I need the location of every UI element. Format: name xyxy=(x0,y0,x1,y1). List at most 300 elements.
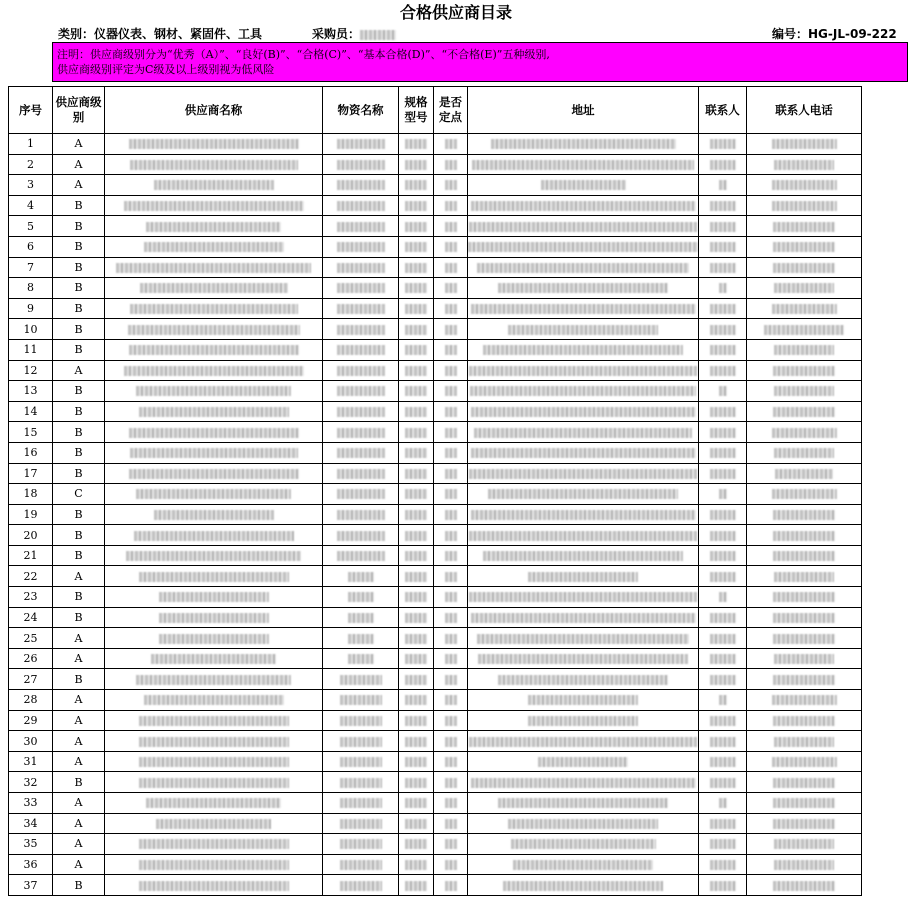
redacted-text xyxy=(445,366,457,376)
address-cell xyxy=(468,195,699,216)
redacted-text xyxy=(445,263,457,273)
redacted-text xyxy=(337,345,385,355)
redacted-text xyxy=(405,201,427,211)
redacted-text xyxy=(146,222,281,232)
redacted-text xyxy=(405,881,427,891)
phone-cell xyxy=(747,834,862,855)
row-number: 1 xyxy=(9,134,53,155)
supplier-grade: B xyxy=(53,875,105,896)
redacted-text xyxy=(513,860,653,870)
material-name-cell xyxy=(323,175,399,196)
redacted-text xyxy=(710,469,736,479)
supplier-grade: B xyxy=(53,319,105,340)
designated-cell xyxy=(434,236,468,257)
spec-cell xyxy=(399,381,434,402)
contact-cell xyxy=(699,195,747,216)
address-cell xyxy=(468,793,699,814)
row-number: 27 xyxy=(9,669,53,690)
supplier-grade: A xyxy=(53,813,105,834)
redacted-text xyxy=(773,716,835,726)
redacted-text xyxy=(488,489,678,499)
row-number: 6 xyxy=(9,236,53,257)
supplier-name-cell xyxy=(105,216,323,237)
phone-cell xyxy=(747,813,862,834)
redacted-text xyxy=(405,283,427,293)
spec-cell xyxy=(399,875,434,896)
redacted-text xyxy=(472,160,694,170)
redacted-text xyxy=(775,469,833,479)
contact-cell xyxy=(699,875,747,896)
redacted-text xyxy=(340,839,382,849)
phone-cell xyxy=(747,360,862,381)
supplier-grade: B xyxy=(53,339,105,360)
row-number: 3 xyxy=(9,175,53,196)
contact-cell xyxy=(699,360,747,381)
spec-cell xyxy=(399,731,434,752)
address-cell xyxy=(468,360,699,381)
designated-cell xyxy=(434,648,468,669)
redacted-text xyxy=(710,160,736,170)
redacted-text xyxy=(405,778,427,788)
supplier-grade: B xyxy=(53,669,105,690)
redacted-text xyxy=(337,551,385,561)
contact-cell xyxy=(699,319,747,340)
redacted-text xyxy=(710,737,736,747)
redacted-text xyxy=(405,737,427,747)
contact-cell xyxy=(699,484,747,505)
redacted-text xyxy=(503,881,663,891)
redacted-text xyxy=(445,407,457,417)
redacted-text xyxy=(445,448,457,458)
supplier-grade: A xyxy=(53,566,105,587)
material-name-cell xyxy=(323,731,399,752)
supplier-grade: C xyxy=(53,484,105,505)
redacted-text xyxy=(445,592,457,602)
contact-cell xyxy=(699,339,747,360)
redacted-text xyxy=(144,695,284,705)
row-number: 37 xyxy=(9,875,53,896)
redacted-text xyxy=(774,448,834,458)
redacted-text xyxy=(405,448,427,458)
supplier-name-cell xyxy=(105,628,323,649)
spec-cell xyxy=(399,236,434,257)
phone-cell xyxy=(747,607,862,628)
redacted-text xyxy=(710,613,736,623)
redacted-text xyxy=(773,407,835,417)
table-row xyxy=(9,607,862,628)
table-row xyxy=(9,504,862,525)
redacted-text xyxy=(405,572,427,582)
address-cell xyxy=(468,690,699,711)
redacted-text xyxy=(337,222,385,232)
redacted-text xyxy=(445,304,457,314)
designated-cell xyxy=(434,401,468,422)
address-cell xyxy=(468,484,699,505)
designated-cell xyxy=(434,751,468,772)
spec-cell xyxy=(399,628,434,649)
supplier-grade: B xyxy=(53,545,105,566)
redacted-text xyxy=(710,860,736,870)
phone-cell xyxy=(747,504,862,525)
redacted-text xyxy=(405,263,427,273)
material-name-cell xyxy=(323,504,399,525)
redacted-text xyxy=(471,304,696,314)
supplier-name-cell xyxy=(105,751,323,772)
contact-cell xyxy=(699,628,747,649)
contact-cell xyxy=(699,257,747,278)
table-row xyxy=(9,298,862,319)
redacted-text xyxy=(710,881,736,891)
material-name-cell xyxy=(323,195,399,216)
redacted-text xyxy=(719,592,727,602)
redacted-text xyxy=(710,428,736,438)
address-cell xyxy=(468,463,699,484)
row-number: 15 xyxy=(9,422,53,443)
supplier-grade: A xyxy=(53,154,105,175)
spec-cell xyxy=(399,442,434,463)
redacted-text xyxy=(128,325,300,335)
redacted-text xyxy=(445,757,457,767)
supplier-name-cell xyxy=(105,175,323,196)
redacted-text xyxy=(710,634,736,644)
redacted-text xyxy=(483,551,683,561)
table-row xyxy=(9,175,862,196)
spec-cell xyxy=(399,175,434,196)
redacted-text xyxy=(139,860,289,870)
contact-cell xyxy=(699,648,747,669)
spec-cell xyxy=(399,463,434,484)
table-row xyxy=(9,463,862,484)
redacted-text xyxy=(129,345,299,355)
redacted-text xyxy=(445,737,457,747)
redacted-text xyxy=(405,510,427,520)
redacted-text xyxy=(445,551,457,561)
table-row xyxy=(9,669,862,690)
redacted-text xyxy=(445,531,457,541)
redacted-text xyxy=(710,448,736,458)
redacted-text xyxy=(139,881,289,891)
address-cell xyxy=(468,710,699,731)
supplier-grade: B xyxy=(53,607,105,628)
supplier-grade: B xyxy=(53,216,105,237)
redacted-text xyxy=(445,695,457,705)
redacted-text xyxy=(348,634,374,644)
table-row xyxy=(9,854,862,875)
supplier-grade: B xyxy=(53,236,105,257)
table-row xyxy=(9,772,862,793)
redacted-text xyxy=(405,839,427,849)
redacted-text xyxy=(348,654,374,664)
material-name-cell xyxy=(323,298,399,319)
supplier-name-cell xyxy=(105,278,323,299)
row-number: 19 xyxy=(9,504,53,525)
redacted-text xyxy=(773,531,835,541)
supplier-name-cell xyxy=(105,463,323,484)
supplier-name-cell xyxy=(105,690,323,711)
address-cell xyxy=(468,751,699,772)
redacted-text xyxy=(469,737,697,747)
redacted-text xyxy=(445,139,457,149)
contact-cell xyxy=(699,834,747,855)
address-cell xyxy=(468,257,699,278)
table-row xyxy=(9,319,862,340)
designated-cell xyxy=(434,710,468,731)
material-name-cell xyxy=(323,525,399,546)
spec-cell xyxy=(399,319,434,340)
redacted-text xyxy=(340,695,382,705)
table-row xyxy=(9,731,862,752)
redacted-text xyxy=(471,613,696,623)
phone-cell xyxy=(747,731,862,752)
row-number: 25 xyxy=(9,628,53,649)
supplier-name-cell xyxy=(105,710,323,731)
phone-cell xyxy=(747,134,862,155)
redacted-text xyxy=(773,222,835,232)
supplier-name-cell xyxy=(105,648,323,669)
redacted-text xyxy=(710,757,736,767)
table-row xyxy=(9,566,862,587)
designated-cell xyxy=(434,381,468,402)
redacted-text xyxy=(340,737,382,747)
redacted-text xyxy=(710,572,736,582)
phone-cell xyxy=(747,854,862,875)
redacted-text xyxy=(445,510,457,520)
address-cell xyxy=(468,298,699,319)
spec-cell xyxy=(399,504,434,525)
spec-cell xyxy=(399,195,434,216)
designated-cell xyxy=(434,360,468,381)
phone-cell xyxy=(747,422,862,443)
redacted-text xyxy=(139,757,289,767)
supplier-name-cell xyxy=(105,442,323,463)
redacted-text xyxy=(129,139,299,149)
spec-cell xyxy=(399,854,434,875)
redacted-text xyxy=(405,757,427,767)
designated-cell xyxy=(434,298,468,319)
spec-cell xyxy=(399,525,434,546)
redacted-buyer-name xyxy=(360,30,396,40)
row-number: 13 xyxy=(9,381,53,402)
address-cell xyxy=(468,731,699,752)
redacted-text xyxy=(710,304,736,314)
redacted-text xyxy=(469,366,697,376)
phone-cell xyxy=(747,690,862,711)
material-name-cell xyxy=(323,875,399,896)
redacted-text xyxy=(405,407,427,417)
supplier-grade: A xyxy=(53,690,105,711)
redacted-text xyxy=(405,366,427,376)
spec-cell xyxy=(399,690,434,711)
redacted-text xyxy=(337,386,385,396)
table-row xyxy=(9,401,862,422)
redacted-text xyxy=(719,283,727,293)
supplier-name-cell xyxy=(105,813,323,834)
redacted-text xyxy=(468,242,698,252)
redacted-text xyxy=(773,613,835,623)
material-name-cell xyxy=(323,360,399,381)
redacted-text xyxy=(130,160,298,170)
address-cell xyxy=(468,422,699,443)
designated-cell xyxy=(434,690,468,711)
designated-cell xyxy=(434,607,468,628)
redacted-text xyxy=(337,428,385,438)
table-row xyxy=(9,813,862,834)
redacted-text xyxy=(445,283,457,293)
supplier-grade: A xyxy=(53,731,105,752)
address-cell xyxy=(468,648,699,669)
supplier-grade: A xyxy=(53,134,105,155)
redacted-text xyxy=(136,386,291,396)
table-row xyxy=(9,134,862,155)
redacted-text xyxy=(445,201,457,211)
redacted-text xyxy=(348,592,374,602)
contact-cell xyxy=(699,607,747,628)
redacted-text xyxy=(719,180,727,190)
spec-cell xyxy=(399,566,434,587)
row-number: 16 xyxy=(9,442,53,463)
redacted-text xyxy=(772,489,837,499)
table-row xyxy=(9,628,862,649)
spec-cell xyxy=(399,607,434,628)
supplier-name-cell xyxy=(105,134,323,155)
redacted-text xyxy=(445,613,457,623)
redacted-text xyxy=(445,881,457,891)
designated-cell xyxy=(434,195,468,216)
address-cell xyxy=(468,607,699,628)
phone-cell xyxy=(747,875,862,896)
material-name-cell xyxy=(323,566,399,587)
redacted-text xyxy=(710,531,736,541)
redacted-text xyxy=(136,489,291,499)
address-cell xyxy=(468,442,699,463)
row-number: 5 xyxy=(9,216,53,237)
designated-cell xyxy=(434,525,468,546)
designated-cell xyxy=(434,669,468,690)
row-number: 33 xyxy=(9,793,53,814)
redacted-text xyxy=(710,778,736,788)
redacted-text xyxy=(772,139,837,149)
redacted-text xyxy=(498,283,668,293)
redacted-text xyxy=(710,263,736,273)
redacted-text xyxy=(445,242,457,252)
supplier-grade: A xyxy=(53,360,105,381)
row-number: 7 xyxy=(9,257,53,278)
designated-cell xyxy=(434,175,468,196)
redacted-text xyxy=(445,819,457,829)
material-name-cell xyxy=(323,854,399,875)
contact-cell xyxy=(699,793,747,814)
redacted-text xyxy=(774,345,834,355)
redacted-text xyxy=(538,757,628,767)
redacted-text xyxy=(154,180,274,190)
spec-cell xyxy=(399,360,434,381)
contact-cell xyxy=(699,751,747,772)
address-cell xyxy=(468,834,699,855)
redacted-text xyxy=(445,180,457,190)
redacted-text xyxy=(774,737,834,747)
redacted-text xyxy=(126,551,301,561)
phone-cell xyxy=(747,195,862,216)
designated-cell xyxy=(434,793,468,814)
row-number: 20 xyxy=(9,525,53,546)
designated-cell xyxy=(434,504,468,525)
contact-cell xyxy=(699,545,747,566)
contact-cell xyxy=(699,731,747,752)
spec-cell xyxy=(399,793,434,814)
redacted-text xyxy=(470,386,696,396)
designated-cell xyxy=(434,813,468,834)
redacted-text xyxy=(405,325,427,335)
redacted-text xyxy=(491,139,676,149)
contact-cell xyxy=(699,854,747,875)
redacted-text xyxy=(140,283,288,293)
designated-cell xyxy=(434,834,468,855)
supplier-name-cell xyxy=(105,854,323,875)
col-header-grade: 供应商级别 xyxy=(53,87,105,134)
redacted-text xyxy=(774,860,834,870)
redacted-text xyxy=(405,180,427,190)
phone-cell xyxy=(747,525,862,546)
redacted-text xyxy=(129,428,299,438)
material-name-cell xyxy=(323,422,399,443)
redacted-text xyxy=(764,325,844,335)
redacted-text xyxy=(773,366,835,376)
phone-cell xyxy=(747,278,862,299)
redacted-text xyxy=(508,819,658,829)
supplier-grade: B xyxy=(53,504,105,525)
redacted-text xyxy=(134,531,294,541)
contact-cell xyxy=(699,690,747,711)
document-number: 编号：HG-JL-09-222 xyxy=(772,27,897,41)
redacted-text xyxy=(156,819,271,829)
redacted-text xyxy=(337,366,385,376)
redacted-text xyxy=(139,716,289,726)
address-cell xyxy=(468,401,699,422)
contact-cell xyxy=(699,401,747,422)
row-number: 23 xyxy=(9,587,53,608)
redacted-text xyxy=(340,716,382,726)
redacted-text xyxy=(774,386,834,396)
buyer-field xyxy=(312,25,396,43)
redacted-text xyxy=(710,510,736,520)
supplier-grade: B xyxy=(53,298,105,319)
redacted-text xyxy=(348,613,374,623)
row-number: 2 xyxy=(9,154,53,175)
redacted-text xyxy=(337,160,385,170)
address-cell xyxy=(468,875,699,896)
redacted-text xyxy=(337,469,385,479)
table-row xyxy=(9,690,862,711)
designated-cell xyxy=(434,422,468,443)
supplier-grade: B xyxy=(53,772,105,793)
supplier-grade: A xyxy=(53,834,105,855)
contact-cell xyxy=(699,463,747,484)
redacted-text xyxy=(139,572,289,582)
spec-cell xyxy=(399,278,434,299)
phone-cell xyxy=(747,710,862,731)
redacted-text xyxy=(154,510,274,520)
redacted-text xyxy=(337,201,385,211)
redacted-text xyxy=(124,201,304,211)
redacted-text xyxy=(144,242,284,252)
address-cell xyxy=(468,381,699,402)
material-name-cell xyxy=(323,772,399,793)
contact-cell xyxy=(699,772,747,793)
redacted-text xyxy=(405,860,427,870)
col-header-designated: 是否定点 xyxy=(434,87,468,134)
redacted-text xyxy=(340,881,382,891)
redacted-text xyxy=(136,675,291,685)
